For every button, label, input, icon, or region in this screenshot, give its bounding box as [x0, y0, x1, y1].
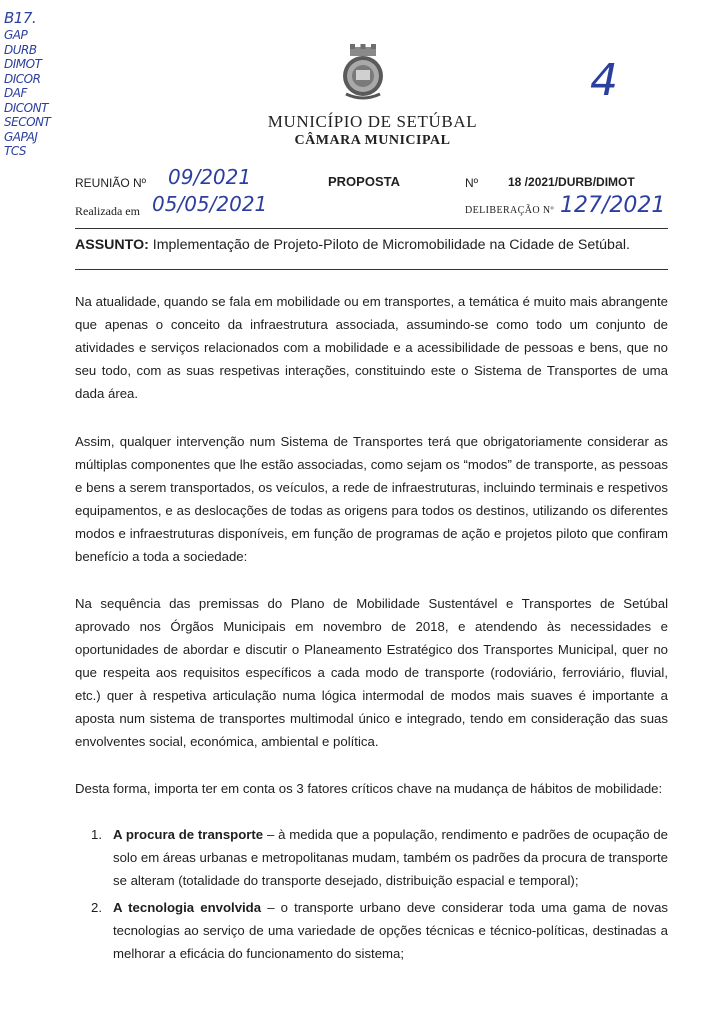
realizada-value: 05/05/2021	[152, 192, 268, 216]
page-subtitle: CÂMARA MUNICIPAL	[294, 133, 451, 148]
list-item-text: – o transporte urbano deve considerar toda uma gama de novas tecnologias ao serviço de uma variedade de opções técnicas e técnico-políticas, destinadas a melhorar a eficácia do funcionamento do sistema;	[113, 900, 668, 961]
subject-line	[75, 237, 675, 253]
deliberacao-value: 127/2021	[560, 193, 666, 218]
handwritten-margin-notes	[4, 8, 68, 159]
divider	[75, 269, 668, 270]
reuniao-value: 09/2021	[168, 165, 252, 189]
deliberacao-label: DELIBERAÇÃO Nº	[465, 205, 554, 216]
realizada-label: Realizada em	[75, 204, 140, 218]
list-item-title: A tecnologia envolvida	[113, 900, 262, 915]
margin-note: DICONT	[4, 100, 48, 115]
margin-note: TCS	[4, 144, 27, 158]
list-item	[75, 896, 668, 965]
margin-note: SECONT	[4, 115, 51, 129]
critical-factors-list	[75, 823, 668, 969]
handwritten-page-number: 4	[590, 55, 618, 106]
margin-note: GAP	[4, 28, 28, 42]
body-paragraph: Na sequência das premissas do Plano de Mobilidade Sustentável e Transportes de Setúbal aprovado nos Órgãos Municipais em novembro de 2018, e atendendo às necessidades e oportunidades de abordar e discutir o Planeamento Estratégico dos Transportes Municipal, quer no que respeita aos requisitos específicos a cada modo de transporte (rodoviário, ferroviário, fluvial, etc.) quer à respetiva articulação numa lógica intermodal de modos mais suaves é importante a aposta num sistema de transportes multimodal único e integrado, tendo em consideração das suas envolventes social, económica, ambiental e política.	[75, 596, 668, 749]
proposta-label: PROPOSTA	[328, 174, 400, 189]
reuniao-label: REUNIÃO Nº	[75, 176, 147, 190]
margin-note: B17.	[4, 9, 37, 27]
margin-note: GAPAJ	[4, 129, 38, 144]
body-paragraph: Desta forma, importa ter em conta os 3 fatores críticos chave na mudança de hábitos de mobilidade:	[75, 781, 663, 796]
margin-note: DURB	[4, 42, 37, 57]
body-paragraph: Assim, qualquer intervenção num Sistema de Transportes terá que obrigatoriamente considerar as múltiplas componentes que lhe estão associadas, como sejam os “modos” de transporte, as pessoas e bens a serem transportados, os veículos, a rede de infraestruturas, incluindo terminais e respetivos equipamentos, e as deslocações de todas as origens para todos os destinos, utilizando os diferentes modos e infraestruturas disponíveis, em função de programas de ação e projetos piloto que confiram benefício a toda a sociedade:	[75, 434, 668, 564]
municipal-coat-of-arms-icon	[340, 44, 386, 100]
list-item-title: A procura de transporte	[113, 827, 264, 842]
body-paragraph: Na atualidade, quando se fala em mobilidade ou em transportes, a temática é muito mais abrangente que apenas o conceito da infraestrutura associada, assumindo-se como todo um conjunto de atividades e serviços relacionados com a mobilidade e a acessibilidade de pessoas e bens, que no seu todo, com as suas respetivas interações, constituindo este o Sistema de Transportes de uma dada área.	[75, 294, 668, 401]
numero-label: Nº	[465, 176, 479, 190]
margin-note: DIMOT	[4, 57, 42, 71]
margin-note: DICOR	[4, 71, 41, 86]
list-item	[75, 823, 668, 892]
margin-note: DAF	[4, 86, 27, 100]
subject-label: ASSUNTO:	[75, 237, 149, 253]
list-item-text: – à medida que a população, rendimento e padrões de ocupação de solo em áreas urbanas e metropolitanas mudam, também os padrões da procura de transporte se alteram (totalidade do transporte desejado, distribuição espacial e temporal);	[113, 827, 669, 888]
list-item-number: 2.	[91, 900, 102, 915]
page-title: MUNICÍPIO DE SETÚBAL	[267, 112, 478, 131]
divider	[75, 228, 668, 229]
list-item-number: 1.	[91, 827, 102, 842]
subject-text: Implementação de Projeto-Piloto de Micromobilidade na Cidade de Setúbal.	[148, 237, 630, 253]
numero-value: 18 /2021/DURB/DIMOT	[508, 175, 635, 189]
